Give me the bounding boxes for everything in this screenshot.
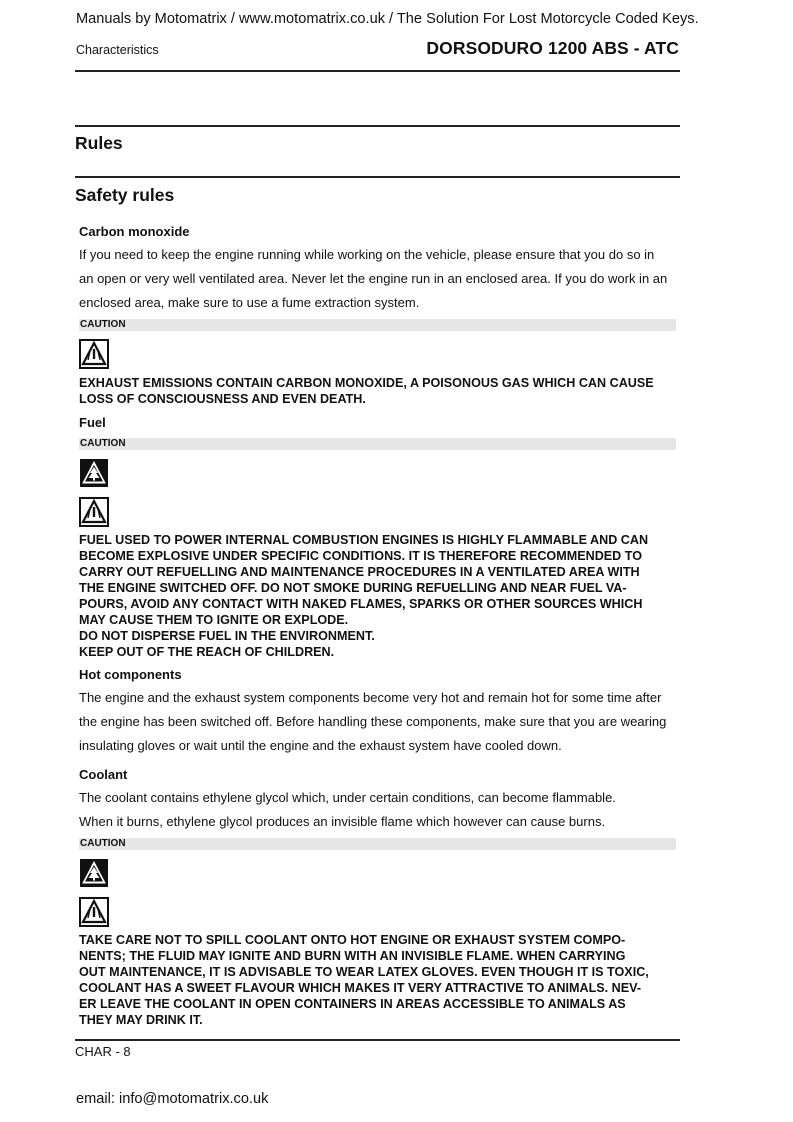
text-line: The engine and the exhaust system components become very hot and remain hot for some time after <box>79 690 662 705</box>
top-banner: Manuals by Motomatrix / www.motomatrix.co.uk / The Solution For Lost Motorcycle Coded Keys. <box>76 11 699 27</box>
footer-divider <box>75 1039 680 1041</box>
warning-line: FUEL USED TO POWER INTERNAL COMBUSTION ENGINES IS HIGHLY FLAMMABLE AND CAN <box>79 533 649 547</box>
warning-line: MAY CAUSE THEM TO IGNITE OR EXPLODE. <box>79 613 349 627</box>
text-line: When it burns, ethylene glycol produces an invisible flame which however can cause burns. <box>79 814 606 829</box>
carbon-monoxide-title: Carbon monoxide <box>79 224 190 239</box>
warning-line: COOLANT HAS A SWEET FLAVOUR WHICH MAKES IT VERY ATTRACTIVE TO ANIMALS. NEV- <box>79 981 642 995</box>
fuel-warning <box>79 532 676 660</box>
carbon-monoxide-warning <box>79 375 676 407</box>
caution-bar: CAUTION <box>79 838 676 850</box>
warning-line: THE ENGINE SWITCHED OFF. DO NOT SMOKE DURING REFUELLING AND NEAR FUEL VA- <box>79 581 627 595</box>
model-title: DORSODURO 1200 ABS - ATC <box>426 38 679 58</box>
warning-line: THEY MAY DRINK IT. <box>79 1013 203 1027</box>
fuel-title: Fuel <box>79 415 106 430</box>
warning-triangle-icon <box>79 497 109 527</box>
warning-triangle-icon <box>79 897 109 927</box>
carbon-monoxide-text <box>79 243 679 315</box>
warning-line: POURS, AVOID ANY CONTACT WITH NAKED FLAMES, SPARKS OR OTHER SOURCES WHICH <box>79 597 643 611</box>
flammable-icon <box>79 458 109 488</box>
warning-line: KEEP OUT OF THE REACH OF CHILDREN. <box>79 645 335 659</box>
warning-line: OUT MAINTENANCE, IT IS ADVISABLE TO WEAR LATEX GLOVES. EVEN THOUGH IT IS TOXIC, <box>79 965 649 979</box>
contact-email: email: info@motomatrix.co.uk <box>76 1091 269 1107</box>
warning-line: ER LEAVE THE COOLANT IN OPEN CONTAINERS IN AREAS ACCESSIBLE TO ANIMALS AS <box>79 997 626 1011</box>
header-divider <box>75 70 680 72</box>
text-line: enclosed area, make sure to use a fume extraction system. <box>79 295 420 310</box>
text-line: The coolant contains ethylene glycol which, under certain conditions, can become flammable. <box>79 790 616 805</box>
coolant-text <box>79 786 679 834</box>
warning-line: LOSS OF CONSCIOUSNESS AND EVEN DEATH. <box>79 392 366 406</box>
warning-line: DO NOT DISPERSE FUEL IN THE ENVIRONMENT. <box>79 629 375 643</box>
text-line: insulating gloves or wait until the engine and the exhaust system have cooled down. <box>79 738 562 753</box>
coolant-warning <box>79 932 676 1028</box>
flammable-icon <box>79 858 109 888</box>
warning-line: EXHAUST EMISSIONS CONTAIN CARBON MONOXIDE, A POISONOUS GAS WHICH CAN CAUSE <box>79 376 654 390</box>
coolant-title: Coolant <box>79 767 128 782</box>
text-line: an open or very well ventilated area. Never let the engine run in an enclosed area. If you do work in an <box>79 271 668 286</box>
text-line: the engine has been switched off. Before handling these components, make sure that you are wearing <box>79 714 667 729</box>
page-number: CHAR - 8 <box>75 1044 131 1059</box>
safety-divider <box>75 176 680 178</box>
warning-line: NENTS; THE FLUID MAY IGNITE AND BURN WITH AN INVISIBLE FLAME. WHEN CARRYING <box>79 949 626 963</box>
rules-heading: Rules <box>75 133 123 153</box>
caution-bar: CAUTION <box>79 438 676 450</box>
warning-line: TAKE CARE NOT TO SPILL COOLANT ONTO HOT ENGINE OR EXHAUST SYSTEM COMPO- <box>79 933 626 947</box>
text-line: If you need to keep the engine running while working on the vehicle, please ensure that you do so in <box>79 247 655 262</box>
safety-rules-heading: Safety rules <box>75 185 175 205</box>
warning-triangle-icon <box>79 339 109 369</box>
hot-components-text <box>79 686 679 758</box>
caution-bar: CAUTION <box>79 319 676 331</box>
warning-line: CARRY OUT REFUELLING AND MAINTENANCE PROCEDURES IN A VENTILATED AREA WITH <box>79 565 640 579</box>
warning-line: BECOME EXPLOSIVE UNDER SPECIFIC CONDITIONS. IT IS THEREFORE RECOMMENDED TO <box>79 549 643 563</box>
rules-divider <box>75 125 680 127</box>
hot-components-title: Hot components <box>79 667 182 682</box>
section-name: Characteristics <box>76 43 159 57</box>
